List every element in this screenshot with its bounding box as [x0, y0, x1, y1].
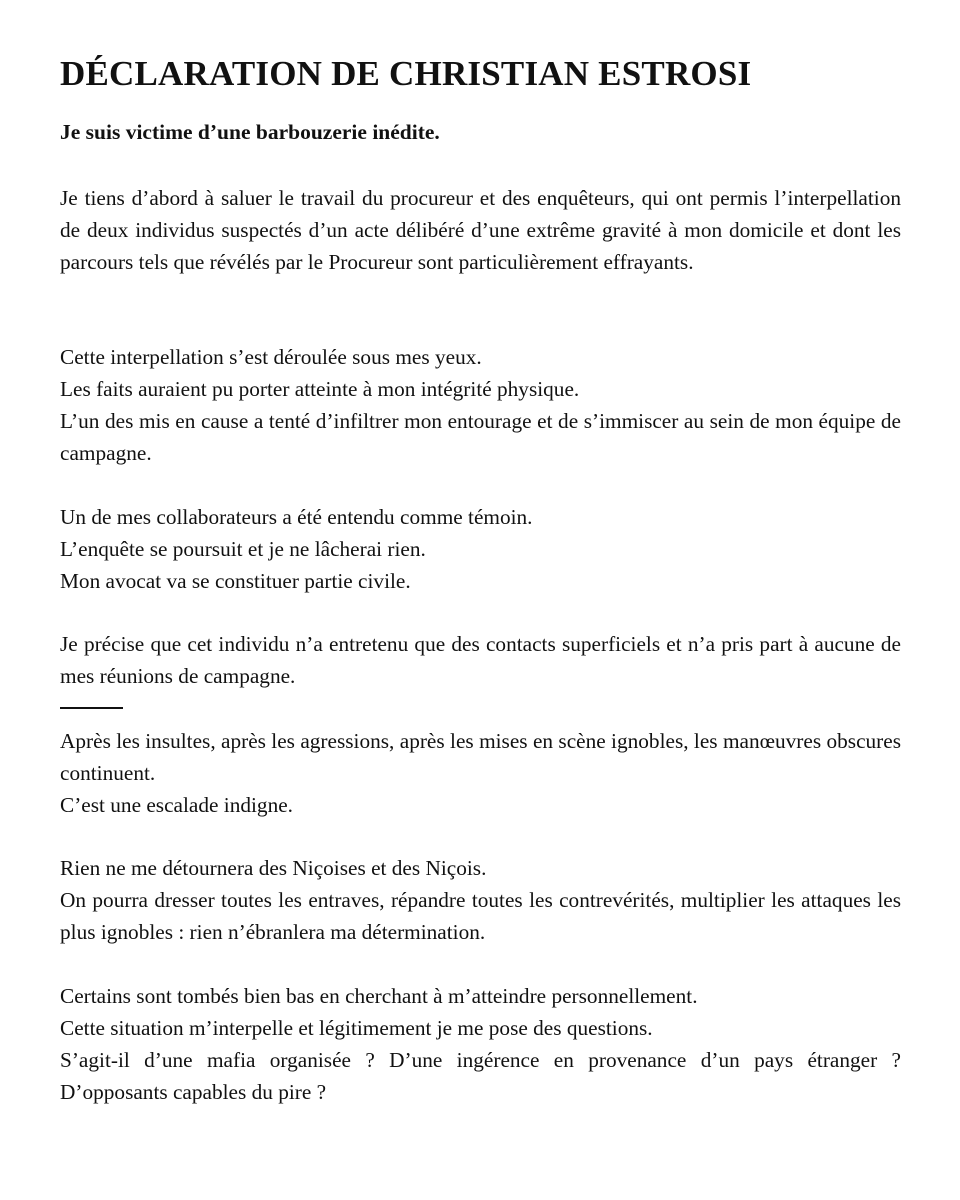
paragraph-3-line-1: Un de mes collaborateurs a été entendu comme témoin. [60, 505, 533, 529]
paragraph-6-text: On pourra dresser toutes les entraves, répandre toutes les contrevérités, multiplier les attaques les plus ignobles : rien n’ébranlera ma détermination. [60, 888, 901, 944]
document-title: DÉCLARATION DE CHRISTIAN ESTROSI [60, 54, 752, 93]
paragraph-3-line-2: L’enquête se poursuit et je ne lâcherai rien. [60, 537, 426, 561]
paragraph-7-line-1: Certains sont tombés bien bas en cherchant à m’atteindre personnellement. [60, 984, 698, 1008]
paragraph-3-line-3: Mon avocat va se constituer partie civile. [60, 569, 411, 593]
paragraph-2-line-1: Cette interpellation s’est déroulée sous mes yeux. [60, 345, 482, 369]
paragraph-6 [60, 852, 901, 948]
section-divider [60, 707, 123, 709]
paragraph-7-text: S’agit-il d’une mafia organisée ? D’une ingérence en provenance d’un pays étranger ? D’opposants capables du pire ? [60, 1048, 901, 1104]
document-subtitle: Je suis victime d’une barbouzerie inédite. [60, 120, 440, 144]
paragraph-4-text: Je précise que cet individu n’a entretenu que des contacts superficiels et n’a pris part à aucune de mes réunions de campagne. [60, 632, 901, 688]
paragraph-3 [60, 501, 901, 597]
paragraph-2 [60, 341, 901, 469]
paragraph-5-text: Après les insultes, après les agressions, après les mises en scène ignobles, les manœuvres obscures continuent. [60, 729, 901, 785]
paragraph-7-line-2: Cette situation m’interpelle et légitimement je me pose des questions. [60, 1016, 653, 1040]
paragraph-2-line-2: Les faits auraient pu porter atteinte à mon intégrité physique. [60, 377, 580, 401]
paragraph-5-line-2: C’est une escalade indigne. [60, 793, 293, 817]
paragraph-2-text: L’un des mis en cause a tenté d’infiltrer mon entourage et de s’immiscer au sein de mon équipe de campagne. [60, 409, 901, 465]
paragraph-7 [60, 980, 901, 1108]
paragraph-4 [60, 628, 901, 692]
paragraph-1-text: Je tiens d’abord à saluer le travail du procureur et des enquêteurs, qui ont permis l’interpellation de deux individus suspectés d’un acte délibéré d’une extrême gravité à mon domicile et dont les parcours tels que révélés par le Procureur sont particulièrement effrayants. [60, 186, 901, 274]
paragraph-5 [60, 725, 901, 821]
paragraph-6-line-1: Rien ne me détournera des Niçoises et des Niçois. [60, 856, 487, 880]
paragraph-1 [60, 182, 901, 278]
